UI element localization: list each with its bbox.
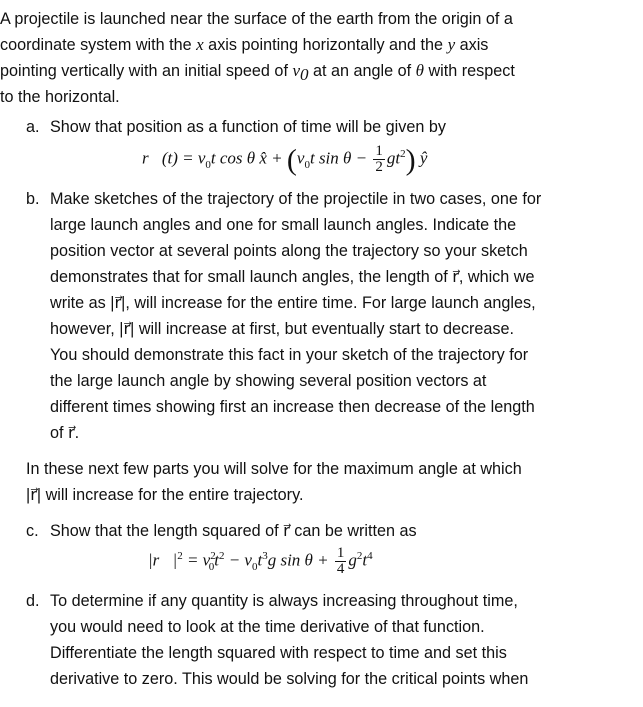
part-c-text: Show that the length squared of r⃗ can be written as — [50, 522, 417, 540]
part-d-marker: d. — [26, 592, 40, 610]
part-b-line-10: of r⃗. — [50, 424, 80, 442]
middle-line-2: |r⃗| will increase for the entire trajectory. — [26, 486, 304, 504]
middle-line-1: In these next few parts you will solve for the maximum angle at which — [26, 460, 522, 478]
part-d-line-4: derivative to zero. This would be solving for the critical points when — [50, 670, 529, 688]
part-b-line-9: different times showing first an increase then decrease of the length — [50, 398, 535, 416]
equation-position: r⃗(t) = $v_0t$ cos θ x̂ + ($v_0t$ sin θ − $\frac{1}{2}$ $gt^2$) ŷ — [142, 143, 428, 177]
math-theta: θ — [415, 61, 424, 80]
part-b-line-2: large launch angles and one for small launch angles. Indicate the — [50, 216, 517, 234]
equation-length-squared: $|r⃗|^2 = v^2_0t^2 - v_0t^3g$ sin θ + $\frac{1}{4}$ $g^2t^4$ — [148, 545, 373, 577]
part-b-marker: b. — [26, 190, 40, 208]
math-v0: v — [292, 61, 300, 80]
part-a-text: Show that position as a function of time will be given by — [50, 118, 446, 136]
fraction-half: $\frac{1}{2}$ — [375, 143, 383, 175]
intro-line-1: A projectile is launched near the surface of the earth from the origin of a — [0, 10, 513, 28]
part-c-marker: c. — [26, 522, 39, 540]
part-b-line-3: position vector at several points along the trajectory so your sketch — [50, 242, 528, 260]
part-b-line-5: write as |r⃗|, will increase for the entire time. For large launch angles, — [50, 294, 536, 312]
part-b-line-4: demonstrates that for small launch angles, the length of r⃗, which we — [50, 268, 535, 286]
part-a-marker: a. — [26, 118, 40, 136]
math-y: y — [447, 35, 456, 54]
fraction-quarter: $\frac{1}{4}$ — [336, 545, 345, 577]
math-x: x — [196, 35, 204, 54]
part-d-line-1: To determine if any quantity is always increasing throughout time, — [50, 592, 518, 610]
part-d-line-3: Differentiate the length squared with respect to time and set this — [50, 644, 507, 662]
part-b-line-8: the large launch angle by showing several position vectors at — [50, 372, 487, 390]
part-b-line-7: You should demonstrate this fact in your sketch of the trajectory for — [50, 346, 529, 364]
intro-line-2: coordinate system with the x axis pointing horizontally and the y axis — [0, 35, 489, 54]
part-d-line-2: you would need to look at the time derivative of that function. — [50, 618, 485, 636]
intro-line-4: to the horizontal. — [0, 88, 120, 106]
intro-line-3: pointing vertically with an initial speed of $v_0$ at an angle of θ with respect — [0, 61, 515, 85]
part-b-line-1: Make sketches of the trajectory of the projectile in two cases, one for — [50, 190, 542, 208]
part-b-line-6: however, |r⃗| will increase at first, but eventually start to decrease. — [50, 320, 515, 338]
